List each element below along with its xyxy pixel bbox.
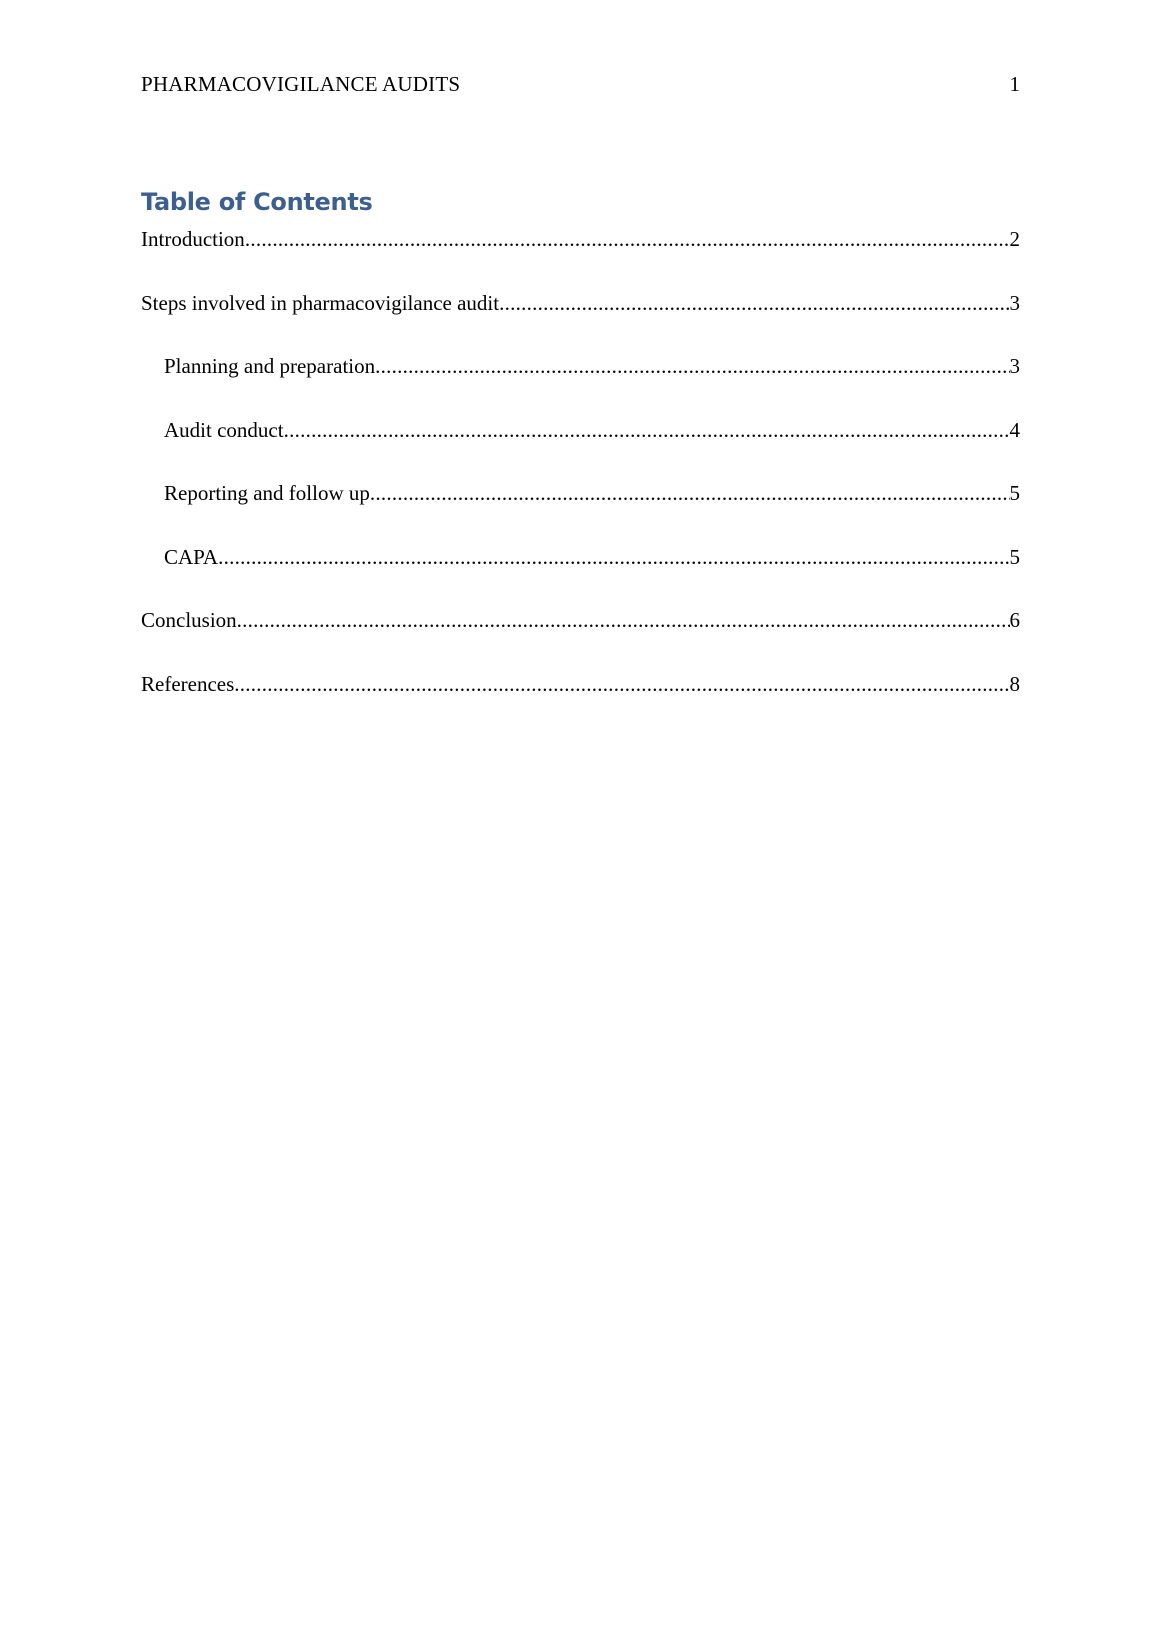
toc-dot-leader bbox=[499, 289, 1009, 317]
toc-entry-page: 3 bbox=[1009, 290, 1020, 315]
toc-entry-references[interactable] bbox=[141, 670, 1020, 698]
toc-dot-leader bbox=[234, 670, 1009, 698]
toc-entry-label: CAPA bbox=[164, 544, 219, 569]
toc-entry-introduction[interactable] bbox=[141, 225, 1020, 253]
table-of-contents bbox=[141, 225, 1020, 733]
toc-heading: Table of Contents bbox=[141, 188, 373, 216]
toc-entry-page: 2 bbox=[1009, 227, 1020, 251]
toc-entry-page: 3 bbox=[1009, 354, 1020, 378]
toc-entry-conclusion[interactable] bbox=[141, 606, 1020, 634]
toc-dot-leader bbox=[245, 225, 1010, 253]
toc-dot-leader bbox=[284, 416, 1010, 444]
toc-entry-label: Conclusion bbox=[141, 608, 237, 632]
toc-dot-leader bbox=[237, 606, 1010, 634]
toc-entry-planning[interactable] bbox=[141, 352, 1020, 380]
toc-dot-leader bbox=[370, 479, 1010, 507]
toc-entry-steps[interactable] bbox=[141, 289, 1020, 317]
header-title: PHARMACOVIGILANCE AUDITS bbox=[141, 72, 461, 96]
header-page-number: 1 bbox=[1009, 72, 1020, 96]
toc-dot-leader bbox=[375, 352, 1009, 380]
toc-entry-label: Audit conduct bbox=[164, 417, 284, 442]
toc-entry-page: 6 bbox=[1009, 608, 1020, 632]
toc-entry-capa[interactable] bbox=[141, 543, 1020, 571]
toc-entry-page: 8 bbox=[1009, 671, 1020, 696]
running-header bbox=[141, 70, 1020, 98]
toc-entry-label: Reporting and follow up bbox=[164, 481, 370, 505]
toc-entry-page: 5 bbox=[1009, 481, 1020, 505]
toc-entry-audit-conduct[interactable] bbox=[141, 416, 1020, 444]
toc-entry-page: 5 bbox=[1009, 544, 1020, 569]
toc-entry-page: 4 bbox=[1009, 417, 1020, 442]
toc-entry-reporting[interactable] bbox=[141, 479, 1020, 507]
toc-entry-label: Planning and preparation bbox=[164, 354, 376, 378]
toc-entry-label: References bbox=[141, 671, 235, 696]
toc-entry-label: Introduction bbox=[141, 227, 245, 251]
toc-entry-label: Steps involved in pharmacovigilance audit bbox=[141, 290, 500, 315]
toc-dot-leader bbox=[218, 543, 1009, 571]
